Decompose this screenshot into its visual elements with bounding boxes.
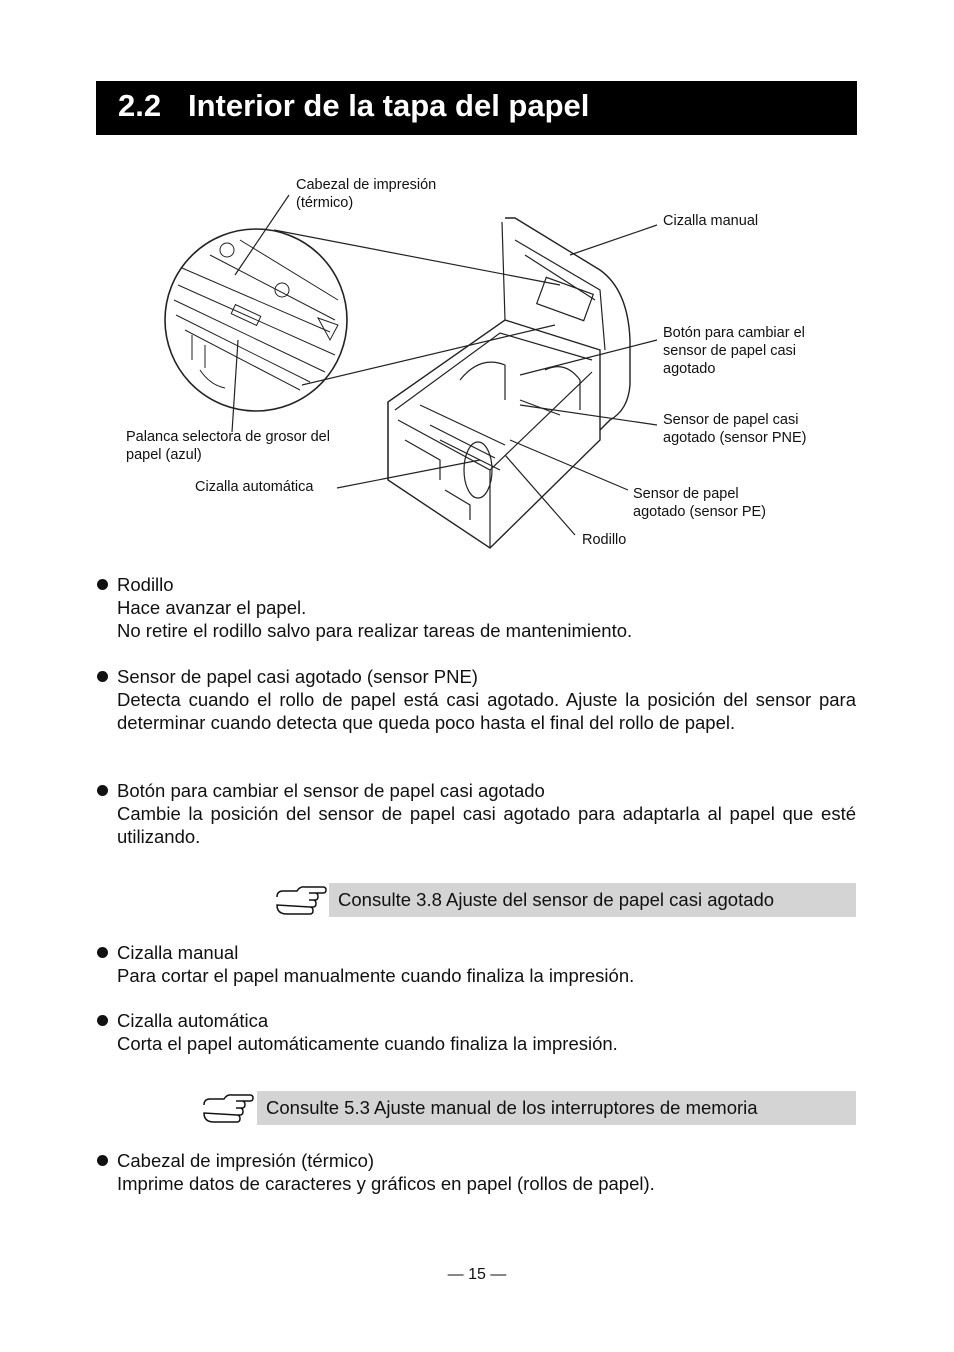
printer-illustration <box>0 0 954 560</box>
callout-pe: Sensor de papel agotado (sensor PE) <box>633 486 766 520</box>
item-title: Rodillo <box>96 573 632 596</box>
callout-palanca: Palanca selectora de grosor del papel (azul) <box>126 429 330 463</box>
item-title: Sensor de papel casi agotado (sensor PNE) <box>96 665 856 688</box>
item-sensor-pne <box>96 665 856 734</box>
reference-text: Consulte 5.3 Ajuste manual de los interruptores de memoria <box>266 1097 758 1118</box>
reference-box <box>257 1091 856 1125</box>
item-title: Cabezal de impresión (térmico) <box>96 1149 655 1172</box>
item-line: Imprime datos de caracteres y gráficos en papel (rollos de papel). <box>117 1173 655 1194</box>
callout-cabezal: Cabezal de impresión (térmico) <box>296 177 437 211</box>
pointing-hand-icon <box>275 883 327 919</box>
item-line: Corta el papel automáticamente cuando finaliza la impresión. <box>117 1033 618 1054</box>
pointing-hand-icon <box>202 1091 254 1127</box>
printer-figure <box>0 0 954 560</box>
callout-rodillo: Rodillo <box>582 532 627 548</box>
item-cizalla-auto <box>96 1009 618 1055</box>
item-cizalla-manual <box>96 941 634 987</box>
item-title: Cizalla automática <box>96 1009 618 1032</box>
item-boton <box>96 779 856 848</box>
callout-boton: Botón para cambiar el sensor de papel casi agotado <box>663 325 805 377</box>
reference-box <box>329 883 856 917</box>
callout-cizalla-auto: Cizalla automática <box>195 479 314 495</box>
item-line: Para cortar el papel manualmente cuando finaliza la impresión. <box>117 965 635 986</box>
page-number: — 15 — <box>447 1266 507 1283</box>
item-title: Cizalla manual <box>96 941 634 964</box>
section-number: 2.2 <box>118 88 162 123</box>
item-line: Hace avanzar el papel. <box>117 597 307 618</box>
section-title: Interior de la tapa del papel <box>188 88 590 123</box>
item-text: Cambie la posición del sensor de papel casi agotado para adaptarla al papel que esté utilizando. <box>117 803 856 847</box>
item-cabezal <box>96 1149 655 1195</box>
callout-pne: Sensor de papel casi agotado (sensor PNE) <box>663 412 807 446</box>
item-title: Botón para cambiar el sensor de papel casi agotado <box>96 779 856 802</box>
item-line: No retire el rodillo salvo para realizar tareas de mantenimiento. <box>117 620 633 641</box>
item-rodillo <box>96 573 632 642</box>
callout-cizalla-manual: Cizalla manual <box>663 213 759 229</box>
item-text: Detecta cuando el rollo de papel está casi agotado. Ajuste la posición del sensor para determinar cuando detecta que queda poco hasta el final del rollo de papel. <box>117 689 856 733</box>
reference-text: Consulte 3.8 Ajuste del sensor de papel casi agotado <box>338 889 775 910</box>
